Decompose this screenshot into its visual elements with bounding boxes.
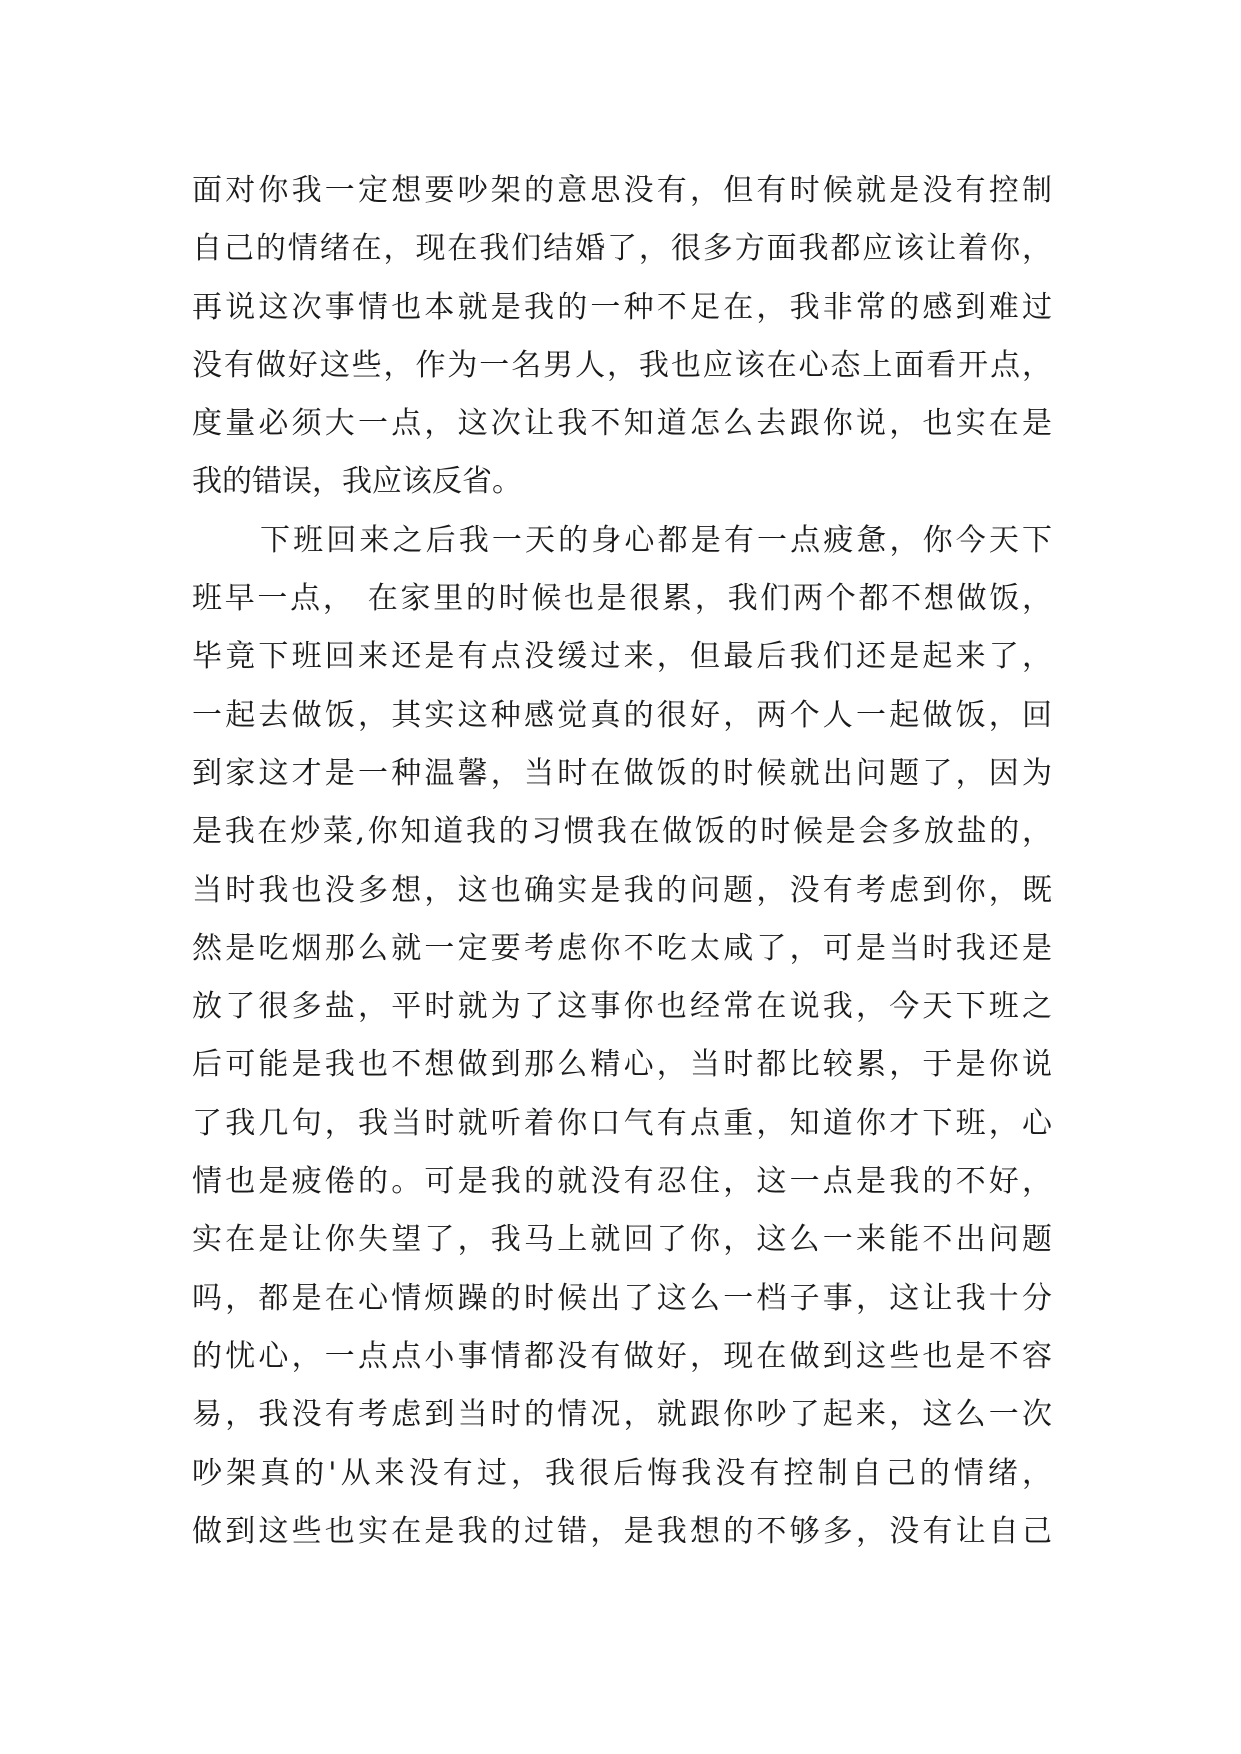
- text-line: 吵架真的'从来没有过，我很后悔我没有控制自己的情绪，: [192, 1455, 1052, 1491]
- text-line: 放了很多盐，平时就为了这事你也经常在说我，今天下班之: [192, 989, 1052, 1025]
- text-line: 一起去做饭，其实这种感觉真的很好，两个人一起做饭，回: [192, 697, 1052, 733]
- text-line: 然是吃烟那么就一定要考虑你不吃太咸了，可是当时我还是: [192, 930, 1052, 966]
- text-line: 易，我没有考虑到当时的情况，就跟你吵了起来，这么一次: [192, 1397, 1052, 1433]
- text-line: 做到这些也实在是我的过错，是我想的不够多，没有让自己: [192, 1513, 1052, 1549]
- text-line: 吗，都是在心情烦躁的时候出了这么一档子事，这让我十分: [192, 1280, 1052, 1316]
- text-line: 我的错误，我应该反省。: [192, 464, 522, 500]
- text-line: 度量必须大一点，这次让我不知道怎么去跟你说，也实在是: [192, 406, 1052, 442]
- text-line: 当时我也没多想，这也确实是我的问题，没有考虑到你，既: [192, 872, 1052, 908]
- text-line: 后可能是我也不想做到那么精心，当时都比较累，于是你说: [192, 1047, 1052, 1083]
- text-line: 到家这才是一种温馨，当时在做饭的时候就出问题了，因为: [192, 755, 1052, 791]
- body-text: [192, 162, 1052, 1561]
- text-line: 下班回来之后我一天的身心都是有一点疲惫，你今天下: [260, 522, 1052, 558]
- text-line: 没有做好这些，作为一名男人，我也应该在心态上面看开点，: [192, 347, 1052, 383]
- text-line: 是我在炒菜,你知道我的习惯我在做饭的时候是会多放盐的，: [192, 814, 1052, 850]
- paragraph-1: [192, 162, 1052, 512]
- text-line: 了我几句，我当时就听着你口气有点重，知道你才下班，心: [192, 1105, 1052, 1141]
- text-line: 实在是让你失望了，我马上就回了你，这么一来能不出问题: [192, 1222, 1052, 1258]
- text-line: 再说这次事情也本就是我的一种不足在，我非常的感到难过: [192, 289, 1052, 325]
- text-line: 毕竟下班回来还是有点没缓过来，但最后我们还是起来了，: [192, 639, 1052, 675]
- text-line: 情也是疲倦的。可是我的就没有忍住，这一点是我的不好，: [192, 1164, 1052, 1200]
- text-line: 自己的情绪在，现在我们结婚了，很多方面我都应该让着你，: [192, 231, 1052, 267]
- paragraph-2: [192, 512, 1052, 1561]
- text-line: 班早一点， 在家里的时候也是很累，我们两个都不想做饭，: [192, 581, 1052, 617]
- text-line: 的忧心，一点点小事情都没有做好，现在做到这些也是不容: [192, 1338, 1052, 1374]
- text-line: 面对你我一定想要吵架的意思没有，但有时候就是没有控制: [192, 173, 1052, 208]
